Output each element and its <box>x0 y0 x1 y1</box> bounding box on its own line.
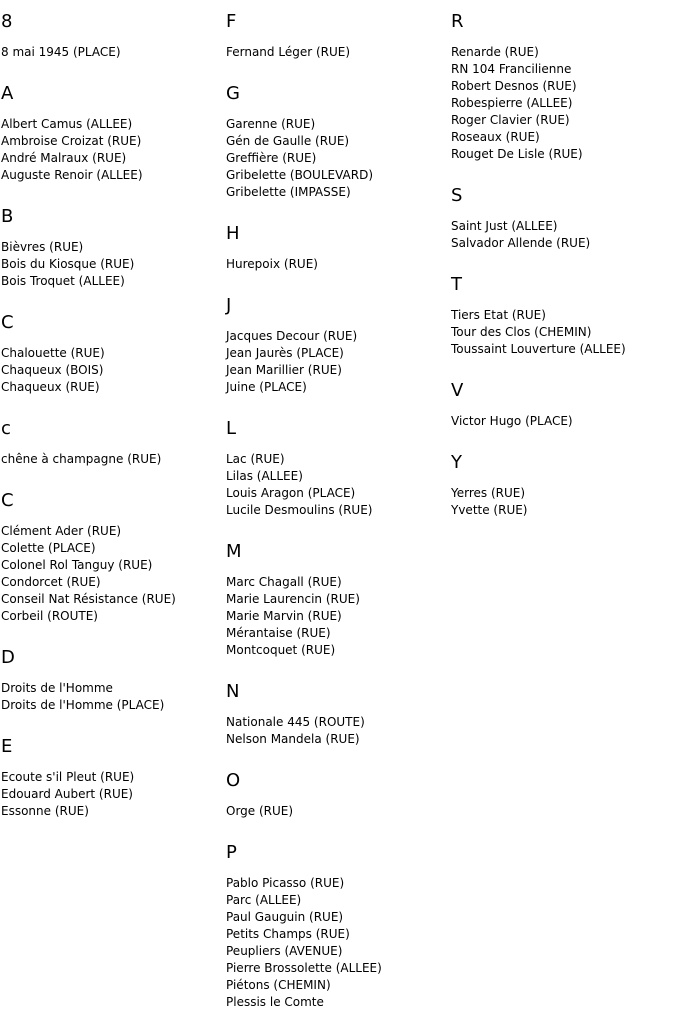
street-index-column-2 <box>226 10 451 1032</box>
street-list <box>451 218 675 252</box>
letter-section <box>226 540 451 659</box>
letter-section <box>1 311 226 396</box>
street-list-item <box>1 273 226 290</box>
street-list <box>1 116 226 184</box>
letter-heading: T <box>451 274 462 295</box>
street-link[interactable]: Robert Desnos (RUE) <box>451 79 577 93</box>
street-link[interactable]: Marie Laurencin (RUE) <box>226 592 360 606</box>
street-list-item <box>226 502 451 519</box>
street-link[interactable]: Pierre Brossolette (ALLEE) <box>226 961 382 975</box>
street-list-item <box>1 133 226 150</box>
street-list <box>226 44 451 61</box>
street-list-item <box>451 341 675 358</box>
street-list <box>451 413 675 430</box>
street-list-item <box>1 116 226 133</box>
street-link[interactable]: Piétons (CHEMIN) <box>226 978 331 992</box>
street-link[interactable]: Victor Hugo (PLACE) <box>451 414 573 428</box>
street-list-item <box>226 892 451 909</box>
street-link[interactable]: Gén de Gaulle (RUE) <box>226 134 350 148</box>
street-link[interactable]: Saint Just (ALLEE) <box>451 219 558 233</box>
street-list-item <box>451 235 675 252</box>
street-list-item <box>226 731 451 748</box>
street-list-item <box>1 769 226 786</box>
street-link[interactable]: Paul Gauguin (RUE) <box>226 910 344 924</box>
street-link[interactable]: Yerres (RUE) <box>451 486 526 500</box>
street-list-item <box>226 591 451 608</box>
street-link[interactable]: Ambroise Croizat (RUE) <box>1 134 142 148</box>
street-list <box>226 328 451 396</box>
street-list-item <box>1 362 226 379</box>
letter-section <box>226 417 451 519</box>
street-link[interactable]: Chalouette (RUE) <box>1 346 105 360</box>
street-list-item <box>1 680 226 697</box>
street-list-item <box>226 574 451 591</box>
street-list-item <box>226 625 451 642</box>
street-link[interactable]: Juine (PLACE) <box>226 380 307 394</box>
letter-heading: 8 <box>1 11 13 32</box>
street-link[interactable]: Conseil Nat Résistance (RUE) <box>1 592 176 606</box>
street-list-item <box>226 994 451 1011</box>
street-link[interactable]: Greffière (RUE) <box>226 151 317 165</box>
street-list <box>1 451 226 468</box>
street-list-item <box>1 239 226 256</box>
street-list <box>226 256 451 273</box>
letter-section <box>1 10 226 61</box>
street-link[interactable]: Chaqueux (BOIS) <box>1 363 104 377</box>
street-list-item <box>451 44 675 61</box>
letter-heading: C <box>1 312 14 333</box>
street-link[interactable]: Ecoute s'il Pleut (RUE) <box>1 770 135 784</box>
street-list-item <box>451 413 675 430</box>
letter-section <box>1 646 226 714</box>
street-list-item <box>1 451 226 468</box>
street-list <box>1 44 226 61</box>
street-list-item <box>226 116 451 133</box>
letter-heading: G <box>226 83 240 104</box>
letter-section <box>226 294 451 396</box>
street-link[interactable]: Toussaint Louverture (ALLEE) <box>451 342 626 356</box>
street-list-item <box>226 977 451 994</box>
street-link[interactable]: Robespierre (ALLEE) <box>451 96 573 110</box>
street-list-item <box>226 943 451 960</box>
street-link[interactable]: Renarde (RUE) <box>451 45 539 59</box>
letter-section <box>1 82 226 184</box>
street-list-item <box>226 362 451 379</box>
street-link[interactable]: Bièvres (RUE) <box>1 240 84 254</box>
letter-heading: A <box>1 83 14 104</box>
street-link[interactable]: Marie Marvin (RUE) <box>226 609 342 623</box>
street-link[interactable]: Bois Troquet (ALLEE) <box>1 274 125 288</box>
street-list-item <box>1 574 226 591</box>
street-list-item <box>226 184 451 201</box>
letter-section <box>1 735 226 820</box>
street-link[interactable]: Clément Ader (RUE) <box>1 524 122 538</box>
street-link[interactable]: Corbeil (ROUTE) <box>1 609 98 623</box>
street-link[interactable]: Bois du Kiosque (RUE) <box>1 257 135 271</box>
letter-section <box>1 489 226 625</box>
street-link[interactable]: Rouget De Lisle (RUE) <box>451 147 583 161</box>
street-link[interactable]: Roger Clavier (RUE) <box>451 113 570 127</box>
street-list-item <box>1 697 226 714</box>
street-list <box>226 803 451 820</box>
street-link[interactable]: Lilas (ALLEE) <box>226 469 303 483</box>
letter-section <box>226 769 451 820</box>
letter-section <box>1 417 226 468</box>
street-list-item <box>451 61 675 78</box>
street-list-item <box>226 485 451 502</box>
street-list-item <box>1 44 226 61</box>
street-link[interactable]: Condorcet (RUE) <box>1 575 101 589</box>
street-list-item <box>226 468 451 485</box>
street-link[interactable]: Fernand Léger (RUE) <box>226 45 351 59</box>
letter-section <box>226 10 451 61</box>
letter-section <box>226 82 451 201</box>
letter-heading: R <box>451 11 464 32</box>
letter-heading: L <box>226 418 237 439</box>
street-link[interactable]: Parc (ALLEE) <box>226 893 302 907</box>
letter-heading: C <box>1 490 14 511</box>
letter-heading: S <box>451 185 463 206</box>
street-link[interactable]: Droits de l'Homme <box>1 681 113 695</box>
street-list-item <box>226 803 451 820</box>
letter-heading: P <box>226 842 237 863</box>
street-list <box>226 714 451 748</box>
street-link[interactable]: Colette (PLACE) <box>1 541 96 555</box>
street-list-item <box>1 803 226 820</box>
street-list <box>451 307 675 358</box>
street-link[interactable]: Jacques Decour (RUE) <box>226 329 358 343</box>
letter-heading: D <box>1 647 15 668</box>
street-link[interactable]: Colonel Rol Tanguy (RUE) <box>1 558 153 572</box>
street-link[interactable]: Lac (RUE) <box>226 452 285 466</box>
letter-heading: J <box>226 295 232 316</box>
street-link[interactable]: Peupliers (AVENUE) <box>226 944 343 958</box>
letter-section <box>1 205 226 290</box>
street-link[interactable]: RN 104 Francilienne <box>451 62 572 76</box>
street-list-item <box>451 307 675 324</box>
letter-heading: F <box>226 11 237 32</box>
street-list-item <box>1 167 226 184</box>
letter-section <box>451 379 675 430</box>
street-link[interactable]: Roseaux (RUE) <box>451 130 540 144</box>
street-list <box>1 345 226 396</box>
letter-heading: E <box>1 736 13 757</box>
street-index-column-1 <box>1 10 226 841</box>
letter-section <box>226 841 451 1011</box>
street-list-item <box>1 786 226 803</box>
street-list-item <box>226 167 451 184</box>
street-list-item <box>226 345 451 362</box>
street-list-item <box>451 218 675 235</box>
street-link[interactable]: Plessis le Comte <box>226 995 324 1009</box>
street-list-item <box>1 379 226 396</box>
street-link[interactable]: Gribelette (IMPASSE) <box>226 185 351 199</box>
street-link[interactable]: Garenne (RUE) <box>226 117 316 131</box>
street-link[interactable]: Tour des Clos (CHEMIN) <box>451 325 592 339</box>
street-link[interactable]: Louis Aragon (PLACE) <box>226 486 356 500</box>
street-link[interactable]: 8 mai 1945 (PLACE) <box>1 45 121 59</box>
street-link[interactable]: Marc Chagall (RUE) <box>226 575 342 589</box>
street-list-item <box>451 95 675 112</box>
street-list-item <box>451 502 675 519</box>
street-link[interactable]: Hurepoix (RUE) <box>226 257 318 271</box>
street-list-item <box>1 557 226 574</box>
street-list-item <box>226 44 451 61</box>
street-link[interactable]: Albert Camus (ALLEE) <box>1 117 133 131</box>
street-list-item <box>226 608 451 625</box>
street-list-item <box>451 78 675 95</box>
street-list-item <box>451 129 675 146</box>
street-list-item <box>1 150 226 167</box>
street-list-item <box>226 379 451 396</box>
street-list <box>226 875 451 1011</box>
street-link[interactable]: Edouard Aubert (RUE) <box>1 787 133 801</box>
street-list-item <box>451 324 675 341</box>
letter-section <box>451 10 675 163</box>
street-link[interactable]: Nationale 445 (ROUTE) <box>226 715 365 729</box>
street-list <box>1 769 226 820</box>
street-list-item <box>226 133 451 150</box>
street-list-item <box>226 960 451 977</box>
street-link[interactable]: Chaqueux (RUE) <box>1 380 100 394</box>
street-list-item <box>1 591 226 608</box>
street-link[interactable]: Orge (RUE) <box>226 804 294 818</box>
street-list-item <box>226 926 451 943</box>
street-list <box>1 680 226 714</box>
letter-heading: O <box>226 770 241 791</box>
letter-section <box>226 222 451 273</box>
street-list-item <box>1 523 226 540</box>
street-list <box>451 485 675 519</box>
street-link[interactable]: Jean Jaurès (PLACE) <box>226 346 344 360</box>
street-link[interactable]: Pablo Picasso (RUE) <box>226 876 345 890</box>
street-link[interactable]: chêne à champagne (RUE) <box>1 452 162 466</box>
letter-heading: N <box>226 681 240 702</box>
letter-section <box>451 184 675 252</box>
street-link[interactable]: Essonne (RUE) <box>1 804 89 818</box>
street-list-item <box>226 642 451 659</box>
street-list <box>1 239 226 290</box>
street-link[interactable]: Jean Marillier (RUE) <box>226 363 342 377</box>
street-link[interactable]: Droits de l'Homme (PLACE) <box>1 698 165 712</box>
street-list-item <box>226 256 451 273</box>
letter-heading: Y <box>451 452 462 473</box>
street-link[interactable]: Salvador Allende (RUE) <box>451 236 591 250</box>
street-list-item <box>226 909 451 926</box>
street-list-item <box>1 540 226 557</box>
street-list <box>1 523 226 625</box>
street-link[interactable]: Yvette (RUE) <box>451 503 528 517</box>
street-list-item <box>1 345 226 362</box>
street-link[interactable]: Lucile Desmoulins (RUE) <box>226 503 373 517</box>
street-list-item <box>451 112 675 129</box>
letter-section <box>451 451 675 519</box>
letter-heading: M <box>226 541 242 562</box>
letter-heading: V <box>451 380 464 401</box>
street-link[interactable]: Tiers Etat (RUE) <box>451 308 546 322</box>
street-list-item <box>1 608 226 625</box>
street-list <box>226 574 451 659</box>
street-list-item <box>451 146 675 163</box>
street-link[interactable]: Nelson Mandela (RUE) <box>226 732 360 746</box>
street-index-column-3 <box>451 10 675 540</box>
street-list-item <box>226 875 451 892</box>
street-link[interactable]: Montcoquet (RUE) <box>226 643 336 657</box>
letter-section <box>451 273 675 358</box>
street-list <box>451 44 675 163</box>
letter-heading: H <box>226 223 240 244</box>
street-link[interactable]: Petits Champs (RUE) <box>226 927 350 941</box>
street-list <box>226 451 451 519</box>
street-list-item <box>226 714 451 731</box>
street-link[interactable]: Mérantaise (RUE) <box>226 626 331 640</box>
street-list <box>226 116 451 201</box>
street-list-item <box>226 328 451 345</box>
street-list-item <box>226 451 451 468</box>
letter-section <box>226 680 451 748</box>
street-link[interactable]: Auguste Renoir (ALLEE) <box>1 168 143 182</box>
letter-heading: c <box>1 418 11 439</box>
street-list-item <box>226 150 451 167</box>
street-link[interactable]: André Malraux (RUE) <box>1 151 127 165</box>
street-list-item <box>1 256 226 273</box>
street-link[interactable]: Gribelette (BOULEVARD) <box>226 168 373 182</box>
letter-heading: B <box>1 206 14 227</box>
street-list-item <box>451 485 675 502</box>
